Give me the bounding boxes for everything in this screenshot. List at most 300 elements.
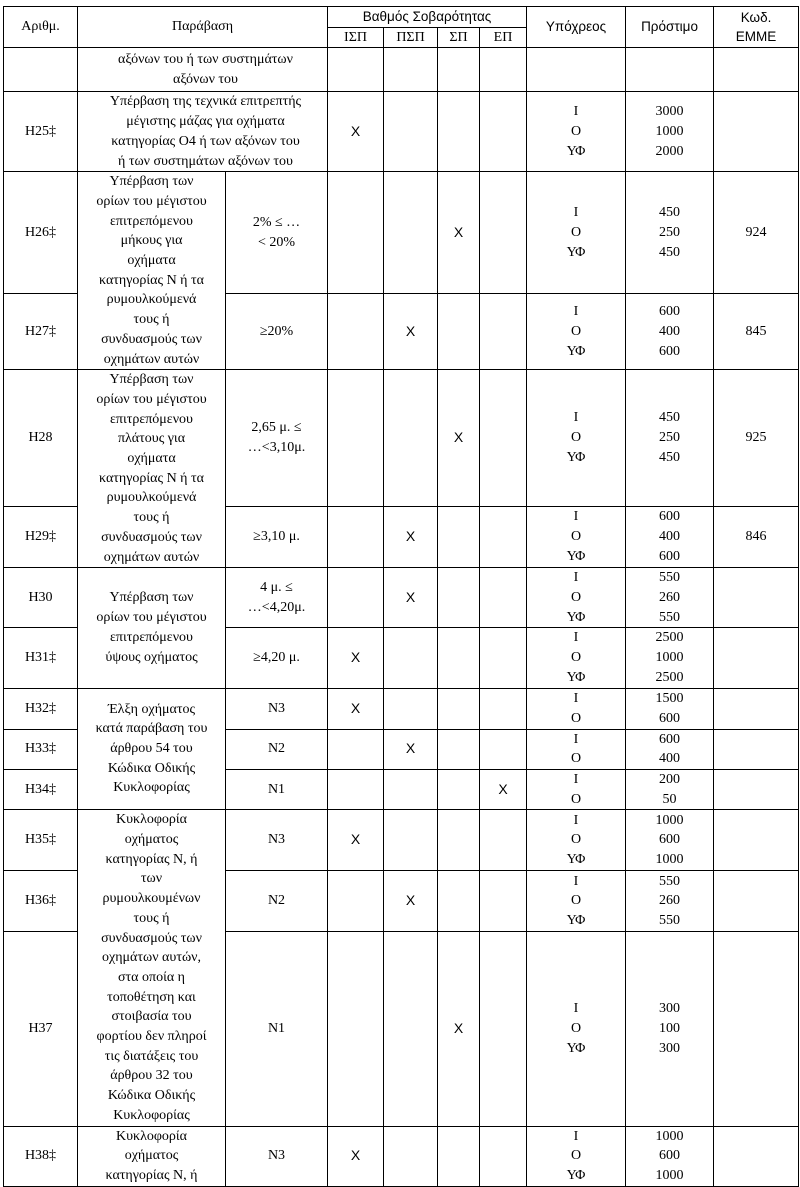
sp-cell (438, 729, 480, 769)
desc-line: κατηγορίας Ν ή τα (99, 272, 204, 288)
obligor-line: Ο (570, 589, 582, 605)
obligor-line: ΥΦ (566, 609, 586, 625)
range-cell (226, 370, 328, 506)
fine-line: 50 (662, 791, 677, 807)
header-emme (714, 7, 799, 48)
range-cell: ≥4,20 μ. (226, 628, 328, 688)
ep-cell (480, 48, 527, 92)
psp-cell (384, 48, 438, 92)
emme-cell (714, 810, 799, 871)
code-cell: H32‡ (4, 688, 78, 729)
desc-line: ορίων του μέγιστου (96, 610, 207, 626)
table-row (4, 810, 799, 871)
fine-line: 450 (659, 244, 681, 260)
ep-cell (480, 810, 527, 871)
isp-cell (328, 172, 384, 294)
fine-line: 1500 (655, 690, 684, 706)
obligor-line: ΥΦ (566, 244, 586, 260)
desc-line: οχημάτων αυτών (103, 351, 200, 367)
fine-cell (626, 810, 714, 871)
code-cell: H27‡ (4, 294, 78, 370)
desc-line: κατηγορίας Ο4 ή των αξόνων του (111, 133, 300, 149)
fine-line: 300 (659, 1001, 681, 1017)
obligor-cell (527, 568, 626, 628)
sp-mark: X (438, 932, 480, 1127)
description-cell (78, 370, 226, 568)
isp-cell (328, 568, 384, 628)
obligor-line: Ο (570, 123, 582, 139)
ep-cell (480, 932, 527, 1127)
obligor-line: Ο (570, 529, 582, 545)
obligor-line: Ο (570, 323, 582, 339)
desc-line: αξόνων του (173, 71, 238, 87)
fine-line: 600 (659, 343, 681, 359)
code-cell: H35‡ (4, 810, 78, 871)
emme-cell (714, 1126, 799, 1186)
code-cell: H26‡ (4, 172, 78, 294)
emme-cell (714, 628, 799, 688)
fine-cell (626, 48, 714, 92)
table-row (4, 370, 799, 506)
code-cell (4, 48, 78, 92)
obligor-line: Ο (570, 751, 582, 767)
obligor-line: Ο (570, 893, 582, 909)
obligor-cell (527, 871, 626, 932)
header-violation: Παράβαση (78, 7, 328, 48)
desc-line: πλάτους για (117, 431, 186, 447)
fine-line: 1000 (655, 1167, 684, 1183)
description-cell (78, 92, 328, 172)
desc-line: Κώδικα Οδικής (107, 1088, 196, 1104)
isp-cell (328, 729, 384, 769)
psp-mark: X (384, 568, 438, 628)
emme-cell (714, 92, 799, 172)
obligor-cell (527, 172, 626, 294)
isp-cell (328, 932, 384, 1127)
code-cell: H29‡ (4, 506, 78, 568)
emme-cell: 846 (714, 506, 799, 568)
desc-line: των (140, 871, 163, 887)
desc-line: επιτρεπόμενου (110, 629, 193, 645)
fine-line: 300 (659, 1040, 681, 1056)
code-cell: H25‡ (4, 92, 78, 172)
emme-cell (714, 568, 799, 628)
ep-cell (480, 1126, 527, 1186)
desc-line: ρυμουλκουμένων (102, 891, 201, 907)
obligor-cell (527, 932, 626, 1127)
desc-line: ή των συστημάτων αξόνων του (118, 153, 293, 169)
fine-line: 1000 (655, 812, 684, 828)
obligor-line: Ι (573, 104, 579, 120)
isp-cell (328, 769, 384, 809)
fine-line: 450 (659, 410, 681, 426)
fine-line: 550 (659, 570, 681, 586)
desc-line: κατηγορίας Ν ή τα (99, 470, 204, 486)
desc-line: οχήματα (127, 253, 176, 269)
penalty-table (3, 6, 799, 1187)
code-cell: H34‡ (4, 769, 78, 809)
obligor-line: ΥΦ (566, 548, 586, 564)
obligor-cell (527, 370, 626, 506)
obligor-line: Ι (573, 690, 579, 706)
range-cell: N1 (226, 932, 328, 1127)
obligor-line: Ι (573, 205, 579, 221)
obligor-line: Ι (573, 1001, 579, 1017)
fine-line: 600 (659, 1148, 681, 1164)
desc-line: Κυκλοφορίας (113, 780, 190, 796)
obligor-line: Ι (573, 304, 579, 320)
code-cell: H33‡ (4, 729, 78, 769)
range-line: 2,65 μ. ≤ (251, 420, 302, 436)
psp-cell (384, 172, 438, 294)
emme-cell (714, 871, 799, 932)
code-cell: H36‡ (4, 871, 78, 932)
sp-cell (438, 688, 480, 729)
psp-cell (384, 810, 438, 871)
fine-line: 1000 (655, 1128, 684, 1144)
obligor-line: Ο (570, 650, 582, 666)
code-cell: H37 (4, 932, 78, 1127)
psp-mark: X (384, 729, 438, 769)
fine-line: 1000 (655, 650, 684, 666)
fine-cell (626, 628, 714, 688)
fine-line: 3000 (655, 104, 684, 120)
emme-cell (714, 729, 799, 769)
range-cell: N3 (226, 1126, 328, 1186)
emme-cell (714, 688, 799, 729)
fine-line: 550 (659, 912, 681, 928)
desc-line: κατηγορίας Ν, ή (105, 1167, 198, 1183)
header-ep: ΕΠ (480, 27, 527, 48)
table-row (4, 688, 799, 729)
fine-line: 1000 (655, 123, 684, 139)
range-cell (226, 568, 328, 628)
fine-line: 600 (659, 509, 681, 525)
isp-mark: X (328, 628, 384, 688)
obligor-cell (527, 92, 626, 172)
fine-line: 250 (659, 430, 681, 446)
description-cell (78, 688, 226, 810)
range-cell: N2 (226, 871, 328, 932)
fine-cell (626, 172, 714, 294)
fine-line: 550 (659, 873, 681, 889)
isp-cell (328, 48, 384, 92)
desc-line: Κυκλοφορία (115, 812, 188, 828)
fine-cell (626, 1126, 714, 1186)
sp-cell (438, 1126, 480, 1186)
fine-line: 1000 (655, 852, 684, 868)
obligor-line: Ο (570, 224, 582, 240)
obligor-cell (527, 506, 626, 568)
desc-line: ορίων του μέγιστου (96, 193, 207, 209)
fine-line: 260 (659, 589, 681, 605)
ep-cell (480, 688, 527, 729)
table-row (4, 48, 799, 92)
desc-line: οχημάτων αυτών (103, 549, 200, 565)
fine-line: 2000 (655, 143, 684, 159)
isp-cell (328, 506, 384, 568)
fine-line: 400 (659, 529, 681, 545)
fine-line: 600 (659, 710, 681, 726)
desc-line: Υπέρβαση των (109, 590, 194, 606)
range-cell: N1 (226, 769, 328, 809)
obligor-line: ΥΦ (566, 1040, 586, 1056)
psp-cell (384, 932, 438, 1127)
ep-mark: X (480, 769, 527, 809)
description-cell (78, 1126, 226, 1186)
table-row (4, 92, 799, 172)
fine-line: 400 (659, 323, 681, 339)
obligor-cell (527, 810, 626, 871)
desc-line: τοποθέτηση και (107, 989, 196, 1005)
obligor-line: ΥΦ (566, 449, 586, 465)
desc-line: μήκους για (120, 233, 183, 249)
obligor-line: ΥΦ (566, 143, 586, 159)
desc-line: ρυμουλκούμενά (106, 490, 197, 506)
obligor-cell (527, 769, 626, 809)
desc-line: τους ή (133, 510, 170, 526)
obligor-line: Ι (573, 630, 579, 646)
obligor-line: Ο (570, 1020, 582, 1036)
obligor-line: Ι (573, 570, 579, 586)
obligor-line: Ι (573, 812, 579, 828)
range-cell: N3 (226, 810, 328, 871)
header-isp: ΙΣΠ (328, 27, 384, 48)
ep-cell (480, 506, 527, 568)
sp-cell (438, 871, 480, 932)
range-line: 2% ≤ … (252, 215, 301, 231)
psp-cell (384, 92, 438, 172)
emme-cell: 845 (714, 294, 799, 370)
header-obligor: Υπόχρεος (527, 7, 626, 48)
fine-line: 450 (659, 205, 681, 221)
emme-cell (714, 48, 799, 92)
obligor-line: Ο (570, 1148, 582, 1164)
desc-line: ύψους οχήματος (105, 649, 198, 665)
desc-line: αξόνων του ή των συστημάτων (118, 52, 293, 68)
emme-cell (714, 932, 799, 1127)
obligor-line: Ι (573, 509, 579, 525)
desc-line: συνδυασμούς των (101, 331, 202, 347)
desc-line: κατά παράβαση του (95, 721, 208, 737)
fine-line: 250 (659, 224, 681, 240)
range-line: …<4,20μ. (247, 599, 306, 615)
desc-line: οχήματα (127, 451, 176, 467)
description-cell (78, 48, 328, 92)
ep-cell (480, 871, 527, 932)
fine-cell (626, 769, 714, 809)
fine-cell (626, 932, 714, 1127)
desc-line: Έλξη οχήματος (107, 701, 196, 717)
obligor-line: Ο (570, 832, 582, 848)
obligor-cell (527, 628, 626, 688)
psp-cell (384, 688, 438, 729)
fine-cell (626, 92, 714, 172)
range-cell: ≥3,10 μ. (226, 506, 328, 568)
range-cell (226, 172, 328, 294)
sp-mark: X (438, 370, 480, 506)
desc-line: φορτίου δεν πληροί (96, 1029, 207, 1045)
psp-mark: X (384, 506, 438, 568)
psp-cell (384, 769, 438, 809)
sp-cell (438, 810, 480, 871)
sp-cell (438, 92, 480, 172)
obligor-cell (527, 294, 626, 370)
range-cell: N3 (226, 688, 328, 729)
desc-line: Υπέρβαση των (109, 174, 194, 190)
code-cell: H30 (4, 568, 78, 628)
desc-line: τους ή (133, 910, 170, 926)
obligor-line: Ι (573, 731, 579, 747)
fine-line: 600 (659, 304, 681, 320)
sp-cell (438, 48, 480, 92)
sp-cell (438, 769, 480, 809)
psp-cell (384, 370, 438, 506)
header-psp: ΠΣΠ (384, 27, 438, 48)
desc-line: συνδυασμούς των (101, 930, 202, 946)
obligor-line: Ι (573, 1128, 579, 1144)
fine-line: 200 (659, 771, 681, 787)
fine-line: 2500 (655, 630, 684, 646)
psp-cell (384, 628, 438, 688)
desc-line: Υπέρβαση των (109, 372, 194, 388)
fine-cell (626, 871, 714, 932)
ep-cell (480, 92, 527, 172)
table-row (4, 568, 799, 628)
desc-line: Υπέρβαση της τεχνικά επιτρεπτής (109, 94, 302, 110)
sp-cell (438, 506, 480, 568)
header-fine: Πρόστιμο (626, 7, 714, 48)
ep-cell (480, 729, 527, 769)
fine-line: 600 (659, 731, 681, 747)
obligor-line: Ο (570, 430, 582, 446)
isp-mark: X (328, 92, 384, 172)
fine-line: 400 (659, 751, 681, 767)
fine-cell (626, 568, 714, 628)
header-emme-line2: ΕΜΜΕ (735, 29, 777, 45)
desc-line: επιτρεπόμενου (110, 213, 193, 229)
description-cell (78, 810, 226, 1126)
isp-cell (328, 871, 384, 932)
fine-line: 600 (659, 832, 681, 848)
table-row (4, 1126, 799, 1186)
obligor-line: ΥΦ (566, 912, 586, 928)
desc-line: επιτρεπόμενου (110, 411, 193, 427)
range-cell: ≥20% (226, 294, 328, 370)
desc-line: άρθρου 32 του (110, 1068, 193, 1084)
header-sp: ΣΠ (438, 27, 480, 48)
fine-cell (626, 294, 714, 370)
fine-cell (626, 688, 714, 729)
obligor-cell (527, 688, 626, 729)
obligor-line: Ο (570, 791, 582, 807)
obligor-line: Ι (573, 771, 579, 787)
ep-cell (480, 568, 527, 628)
range-line: …<3,10μ. (247, 439, 306, 455)
desc-line: κατηγορίας Ν, ή (105, 851, 198, 867)
emme-cell (714, 769, 799, 809)
obligor-line: Ο (570, 710, 582, 726)
isp-cell (328, 370, 384, 506)
desc-line: οχημάτων αυτών, (102, 950, 201, 966)
desc-line: οχήματος (124, 1148, 179, 1164)
isp-mark: X (328, 688, 384, 729)
fine-cell (626, 506, 714, 568)
desc-line: ορίων του μέγιστου (96, 391, 207, 407)
desc-line: στα οποία η (118, 969, 185, 985)
isp-mark: X (328, 1126, 384, 1186)
desc-line: στοιβασία του (111, 1009, 192, 1025)
obligor-line: ΥΦ (566, 852, 586, 868)
desc-line: Κώδικα Οδικής (107, 760, 196, 776)
ep-cell (480, 294, 527, 370)
desc-line: τις διατάξεις του (104, 1048, 199, 1064)
fine-line: 600 (659, 548, 681, 564)
fine-cell (626, 370, 714, 506)
range-line: 4 μ. ≤ (260, 580, 293, 596)
obligor-line: ΥΦ (566, 343, 586, 359)
desc-line: τους ή (133, 312, 170, 328)
obligor-line: ΥΦ (566, 669, 586, 685)
range-line: < 20% (257, 234, 296, 250)
isp-mark: X (328, 810, 384, 871)
desc-line: συνδυασμούς των (101, 529, 202, 545)
description-cell (78, 568, 226, 688)
psp-cell (384, 1126, 438, 1186)
obligor-line: Ι (573, 410, 579, 426)
header-code: Αριθμ. (4, 7, 78, 48)
sp-mark: X (438, 172, 480, 294)
fine-line: 2500 (655, 669, 684, 685)
desc-line: οχήματος (124, 832, 179, 848)
fine-line: 100 (659, 1020, 681, 1036)
obligor-line: ΥΦ (566, 1167, 586, 1183)
emme-cell: 925 (714, 370, 799, 506)
fine-line: 450 (659, 449, 681, 465)
desc-line: μέγιστης μάζας για οχήματα (126, 114, 285, 130)
obligor-cell (527, 1126, 626, 1186)
code-cell: H31‡ (4, 628, 78, 688)
fine-cell (626, 729, 714, 769)
sp-cell (438, 568, 480, 628)
ep-cell (480, 172, 527, 294)
fine-line: 260 (659, 893, 681, 909)
ep-cell (480, 370, 527, 506)
isp-cell (328, 294, 384, 370)
code-cell: H28 (4, 370, 78, 506)
desc-line: Κυκλοφορία (115, 1128, 188, 1144)
range-cell: N2 (226, 729, 328, 769)
description-cell (78, 172, 226, 370)
table-row (4, 172, 799, 294)
obligor-line: Ι (573, 873, 579, 889)
desc-line: ρυμουλκούμενά (106, 292, 197, 308)
obligor-cell (527, 48, 626, 92)
psp-mark: X (384, 871, 438, 932)
ep-cell (480, 628, 527, 688)
sp-cell (438, 294, 480, 370)
psp-mark: X (384, 294, 438, 370)
header-emme-line1: Κωδ. (740, 9, 772, 25)
emme-cell: 924 (714, 172, 799, 294)
fine-line: 550 (659, 609, 681, 625)
header-severity: Βαθμός Σοβαρότητας (328, 7, 527, 28)
desc-line: Κυκλοφορίας (113, 1107, 190, 1123)
obligor-cell (527, 729, 626, 769)
code-cell: H38‡ (4, 1126, 78, 1186)
desc-line: άρθρου 54 του (110, 741, 193, 757)
sp-cell (438, 628, 480, 688)
